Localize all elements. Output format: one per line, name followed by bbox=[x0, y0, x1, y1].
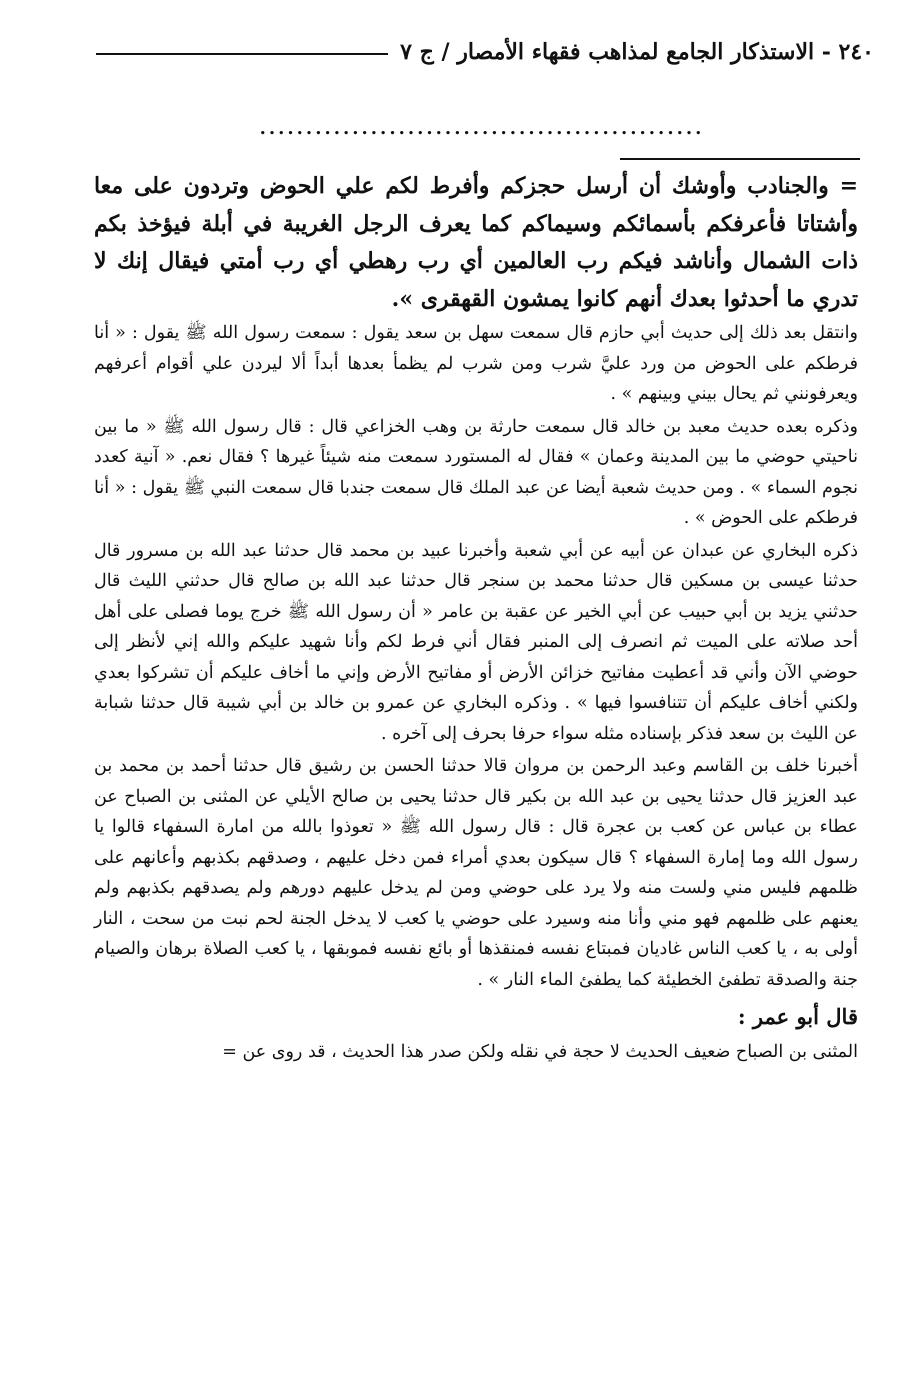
paragraph-sahl-hadith: وانتقل بعد ذلك إلى حديث أبي حازم قال سمعت سهل بن سعد يقول : سمعت رسول الله ﷺ يقول : « أنا فرطكم على الحوض من ورد عليَّ شرب ومن شرب لم يظمأ بعدها أبداً ألا ليردن علي أقوام أعرفهم ويعرفونني ثم يحال بيني وبينهم » . bbox=[94, 323, 858, 404]
running-header bbox=[96, 34, 874, 70]
paragraph-haritha-hadith: وذكره بعده حديث معبد بن خالد قال سمعت حارثة بن وهب الخزاعي قال : قال رسول الله ﷺ « ما بين ناحيتي حوضي ما بين المدينة وعمان » فقال له المستورد سمعت منه شيئاً غيرها ؟ فقال نعم. « آنية كعدد نجوم السماء » . ومن حديث شعبة أيضا عن عبد الملك قال سمعت جندبا قال سمعت النبي ﷺ يقول : « أنا فرطكم على الحوض » . bbox=[94, 416, 858, 528]
paragraph-muthanna-note: المثنى بن الصباح ضعيف الحديث لا حجة في نقله ولكن صدر هذا الحديث ، قد روى عن = bbox=[222, 1042, 858, 1062]
header-rule bbox=[96, 53, 388, 55]
paragraph-continuation: = والجنادب وأوشك أن أرسل حجزكم وأفرط لكم علي الحوض وتردون على معا وأشتاتا فأعرفكم بأسمائكم وسيماكم كما يعرف الرجل الغريبة في أبلة فيؤخذ بكم ذات الشمال وأناشد فيكم رب العالمين أي رب رهطي أي رب أمتي فيقال إنك لا تدري ما أحدثوا بعدك أنهم كانوا يمشون القهقرى ». bbox=[94, 173, 858, 312]
running-title: ٢٤٠ - الاستذكار الجامع لمذاهب فقهاء الأمصار / ج ٧ bbox=[400, 39, 874, 65]
section-heading: قال أبو عمر : bbox=[737, 1004, 858, 1029]
paragraph-uqba-hadith: ذكره البخاري عن عبدان عن أبيه عن أبي شعبة وأخبرنا عبيد بن محمد قال حدثنا عبد الله بن مسرور قال حدثنا عيسى بن مسكين قال حدثنا محمد بن سنجر قال حدثنا عبد الله بن صالح قال حدثني الليث قال حدثني يزيد بن أبي حبيب عن أبي الخير عن عقبة بن عامر « أن رسول الله ﷺ خرج يوما فصلى على أهل أحد صلاته على الميت ثم انصرف إلى المنبر فقال أني فرط لكم وأنا شهيد عليكم والله إني لأنظر إلى حوضي الآن وأني قد أعطيت مفاتيح خزائن الأرض أو مفاتيح الأرض وإني ما أخاف عليكم أن تشركوا بعدي ولكني أخاف عليكم أن تتنافسوا فيها » . وذكره البخاري عن عمرو بن خالد بن أبي شيبة قال حدثنا شبابة عن الليث بن سعد فذكر بإسناده مثله سواء حرفا بحرف إلى آخره . bbox=[94, 540, 858, 744]
dotted-separator: ................................................ bbox=[259, 118, 705, 139]
page-body bbox=[94, 168, 858, 1068]
paragraph-kaab-hadith: أخبرنا خلف بن القاسم وعبد الرحمن بن مروان قالا حدثنا الحسن بن رشيق قال حدثنا أحمد بن محمد بن عبد العزيز قال حدثنا يحيى بن عبد الله بن بكير قال حدثنا يحيى بن صالح الأيلي عن المثنى بن الصباح عن عطاء بن عباس عن كعب بن عجرة قال : قال رسول الله ﷺ « تعوذوا بالله من امارة السفهاء قالوا يا رسول الله وما إمارة السفهاء ؟ قال سيكون بعدي أمراء فمن دخل عليهم ، وصدقهم بكذبهم وأعانهم على ظلمهم فليس مني ولست منه ولا يرد على حوضي ومن لم يدخل عليهم دورهم ولم يصدقهم بكذبهم ولم يعنهم على ظلمهم فهو مني وأنا منه وسيرد على حوضي يا كعب لا يدخل الجنة لحم نبت من سحت ، النار أولى به ، يا كعب الناس غاديان فمبتاع نفسه فمنقذها أو بائع نفسه فموبقها ، يا كعب الصلاة برهان والصيام جنة والصدقة تطفئ الخطيئة كما يطفئ الماء النار » . bbox=[94, 756, 858, 990]
footnote-rule bbox=[620, 158, 860, 160]
